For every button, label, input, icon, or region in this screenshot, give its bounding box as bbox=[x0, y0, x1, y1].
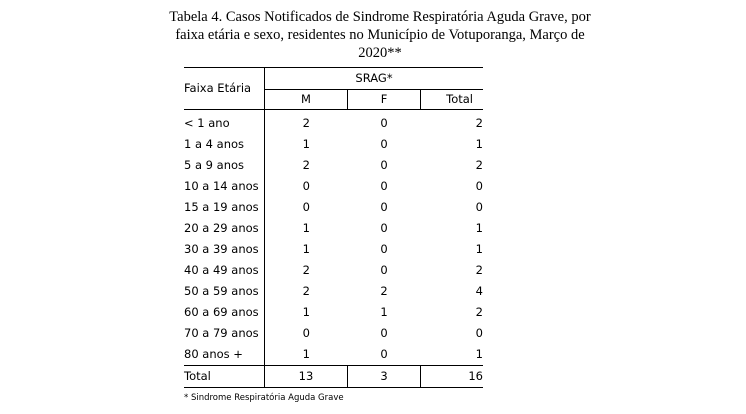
table-row bbox=[184, 344, 483, 366]
table-row bbox=[184, 176, 483, 197]
cell-f: 0 bbox=[380, 326, 388, 340]
cell-f: 0 bbox=[380, 137, 388, 151]
cell-total: 4 bbox=[475, 284, 483, 298]
cell-faixa: 1 a 4 anos bbox=[184, 134, 265, 155]
cell-total: 2 bbox=[475, 116, 483, 130]
cell-f: 0 bbox=[380, 179, 388, 193]
cell-m: 1 bbox=[302, 347, 310, 361]
cell-m: 0 bbox=[302, 326, 310, 340]
cell-faixa: 30 a 39 anos bbox=[184, 239, 265, 260]
cell-total: 2 bbox=[475, 305, 483, 319]
cell-f: 0 bbox=[380, 242, 388, 256]
table-row bbox=[184, 323, 483, 344]
srag-table bbox=[184, 67, 483, 388]
caption-line-1: Tabela 4. Casos Notificados de Sindrome Respiratória Aguda Grave, por bbox=[169, 9, 591, 25]
cell-m: 1 bbox=[302, 305, 310, 319]
cell-total: 0 bbox=[475, 200, 483, 214]
total-f: 3 bbox=[348, 366, 421, 388]
cell-m: 0 bbox=[302, 200, 310, 214]
table-row bbox=[184, 281, 483, 302]
table-row bbox=[184, 239, 483, 260]
header-f: F bbox=[348, 90, 421, 110]
footnote: * Sindrome Respiratória Aguda Grave bbox=[184, 393, 344, 403]
header-faixa-etaria: Faixa Etária bbox=[184, 68, 265, 110]
cell-faixa: 10 a 14 anos bbox=[184, 176, 265, 197]
cell-f: 0 bbox=[380, 116, 388, 130]
cell-total: 0 bbox=[475, 326, 483, 340]
cell-faixa: 15 a 19 anos bbox=[184, 197, 265, 218]
table-row bbox=[184, 197, 483, 218]
cell-f: 0 bbox=[380, 263, 388, 277]
cell-m: 2 bbox=[302, 116, 310, 130]
cell-total: 1 bbox=[475, 242, 483, 256]
cell-total: 0 bbox=[475, 179, 483, 193]
table-body bbox=[184, 110, 483, 366]
caption-line-2: faixa etária e sexo, residentes no Município de Votuporanga, Março de bbox=[175, 27, 585, 43]
cell-f: 0 bbox=[380, 221, 388, 235]
total-label: Total bbox=[184, 366, 265, 388]
table-row bbox=[184, 218, 483, 239]
cell-faixa: 50 a 59 anos bbox=[184, 281, 265, 302]
cell-m: 1 bbox=[302, 221, 310, 235]
table-row bbox=[184, 260, 483, 281]
header-m: M bbox=[265, 90, 348, 110]
cell-m: 1 bbox=[302, 137, 310, 151]
cell-m: 2 bbox=[302, 284, 310, 298]
total-total: 16 bbox=[421, 366, 484, 388]
cell-m: 0 bbox=[302, 179, 310, 193]
cell-faixa: < 1 ano bbox=[184, 110, 265, 135]
cell-total: 1 bbox=[475, 221, 483, 235]
total-row bbox=[184, 366, 483, 388]
cell-f: 1 bbox=[380, 305, 388, 319]
cell-f: 2 bbox=[380, 284, 388, 298]
table-row bbox=[184, 302, 483, 323]
cell-faixa: 40 a 49 anos bbox=[184, 260, 265, 281]
cell-faixa: 20 a 29 anos bbox=[184, 218, 265, 239]
cell-m: 2 bbox=[302, 158, 310, 172]
cell-f: 0 bbox=[380, 158, 388, 172]
cell-faixa: 80 anos + bbox=[184, 344, 265, 366]
cell-total: 1 bbox=[475, 137, 483, 151]
cell-m: 2 bbox=[302, 263, 310, 277]
header-srag-group: SRAG* bbox=[265, 68, 484, 90]
cell-total: 2 bbox=[475, 263, 483, 277]
cell-faixa: 5 a 9 anos bbox=[184, 155, 265, 176]
total-m: 13 bbox=[265, 366, 348, 388]
cell-m: 1 bbox=[302, 242, 310, 256]
cell-total: 2 bbox=[475, 158, 483, 172]
table-caption bbox=[100, 8, 660, 62]
table-row bbox=[184, 110, 483, 135]
table-row bbox=[184, 155, 483, 176]
cell-faixa: 60 a 69 anos bbox=[184, 302, 265, 323]
cell-f: 0 bbox=[380, 347, 388, 361]
caption-line-3: 2020** bbox=[358, 45, 402, 61]
header-total: Total bbox=[421, 90, 484, 110]
table-row bbox=[184, 134, 483, 155]
cell-total: 1 bbox=[475, 347, 483, 361]
cell-faixa: 70 a 79 anos bbox=[184, 323, 265, 344]
cell-f: 0 bbox=[380, 200, 388, 214]
